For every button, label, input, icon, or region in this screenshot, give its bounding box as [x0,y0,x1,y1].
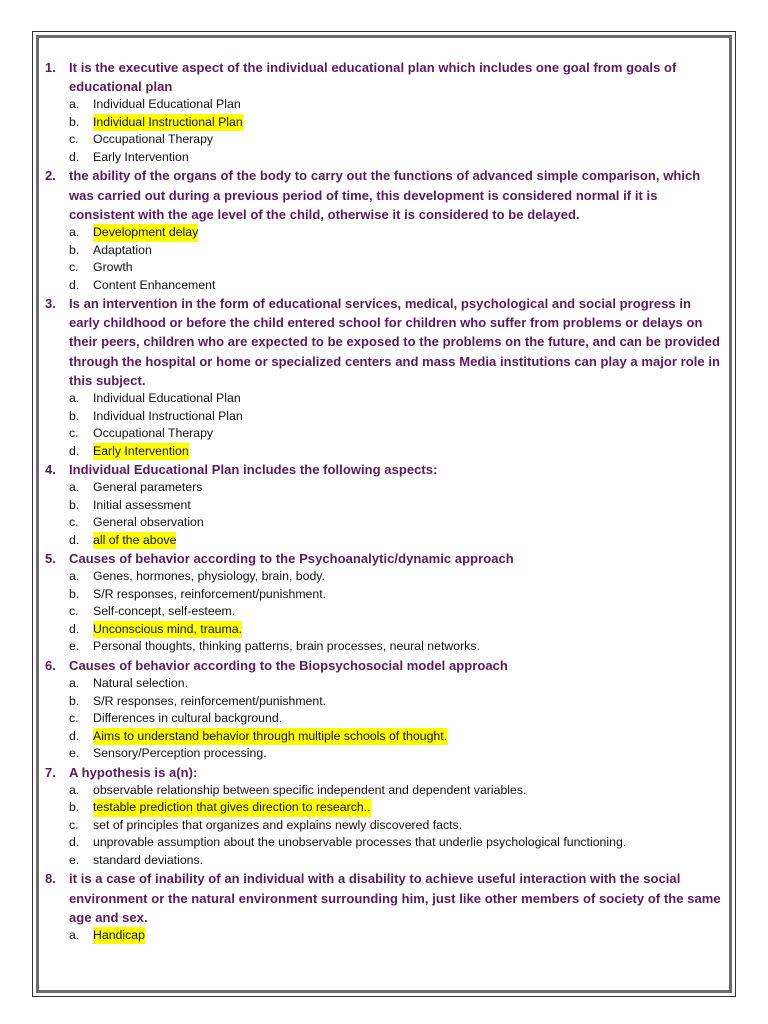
option-letter: d. [69,621,80,636]
option-letter: b. [69,114,80,129]
option-item [69,728,725,746]
option-letter: d. [69,149,80,164]
option-letter: e. [69,852,80,867]
option-item [69,675,725,693]
option-item [69,586,725,604]
question-number: 4. [45,462,56,478]
option-item [69,408,725,426]
option-letter: a. [69,391,80,406]
option-text: observable relationship between specific independent and dependent variables. [93,782,527,797]
option-item [69,114,725,132]
option-text: Self-concept, self-esteem. [93,604,236,619]
option-text: Individual Educational Plan [93,97,241,112]
option-text: Individual Educational Plan [93,391,241,406]
option-item [69,745,725,763]
option-text: General observation [93,515,204,530]
question-7 [45,763,725,870]
highlighted-answer: Early Intervention [93,443,189,461]
option-letter: b. [69,497,80,512]
option-item [69,621,725,639]
option-item [69,817,725,835]
option-text: Genes, hormones, physiology, brain, body. [93,569,325,584]
option-letter: c. [69,604,79,619]
option-text: Content Enhancement [93,277,216,292]
question-1 [45,58,725,166]
question-8 [45,869,725,944]
option-item [69,693,725,711]
highlighted-answer: Handicap [93,927,145,945]
question-number: 7. [45,764,56,780]
option-item [69,497,725,515]
question-header [45,763,725,782]
option-item [69,479,725,497]
question-header [45,460,725,479]
option-letter: a. [69,480,80,495]
option-letter: b. [69,242,80,257]
option-letter: c. [69,711,79,726]
question-4 [45,460,725,549]
option-list [45,96,725,166]
option-list [45,927,725,945]
option-list [45,675,725,763]
option-letter: d. [69,728,80,743]
option-text: Personal thoughts, thinking patterns, brain processes, neural networks. [93,639,480,654]
option-letter: e. [69,746,80,761]
option-item [69,638,725,656]
option-item [69,568,725,586]
question-text: It is the executive aspect of the individual educational plan which includes one goal from goals of educational plan [69,60,677,95]
option-text: Individual Instructional Plan [93,408,243,423]
highlighted-answer: testable prediction that gives direction to research.. [93,799,371,817]
question-text: the ability of the organs of the body to carry out the functions of advanced simple comparison, which was carried out during a previous period of time, this development is considered normal if it is consistent with the age level of the child, otherwise it is considered to be delayed. [69,168,701,222]
question-number: 8. [45,871,56,887]
highlighted-answer: Unconscious mind, trauma. [93,621,242,639]
option-text: Initial assessment [93,497,191,512]
option-letter: a. [69,97,80,112]
option-text: set of principles that organizes and explains newly discovered facts. [93,817,463,832]
option-text: standard deviations. [93,852,204,867]
option-letter: d. [69,443,80,458]
question-list [45,58,725,944]
question-header [45,549,725,568]
question-header [45,166,725,224]
option-text: S/R responses, reinforcement/punishment. [93,693,327,708]
question-header [45,294,725,390]
option-letter: a. [69,676,80,691]
option-text: Differences in cultural background. [93,711,283,726]
option-item [69,96,725,114]
option-text: Sensory/Perception processing. [93,746,267,761]
question-text: A hypothesis is a(n): [69,764,198,780]
question-2 [45,166,725,294]
option-item [69,149,725,167]
option-item [69,852,725,870]
option-letter: d. [69,277,80,292]
question-number: 2. [45,168,56,184]
question-3 [45,294,725,460]
option-letter: a. [69,569,80,584]
option-item [69,277,725,295]
option-letter: d. [69,835,80,850]
question-header [45,58,725,96]
option-item [69,834,725,852]
option-text: S/R responses, reinforcement/punishment. [93,586,327,601]
question-header [45,656,725,675]
option-text: Occupational Therapy [93,426,214,441]
option-item [69,390,725,408]
option-item [69,532,725,550]
option-letter: a. [69,927,80,942]
option-item [69,131,725,149]
option-item [69,603,725,621]
option-text: General parameters [93,480,203,495]
option-letter: b. [69,586,80,601]
question-text: Is an intervention in the form of educational services, medical, psychological and social progress in early childhood or before the child entered school for children who suffer from problems or delays on their peers, children who are expected to be exposed to the problems on the future, and can be provided through the hospital or home or specialized centers and mass Media institutions can play a major role in this subject. [69,296,721,388]
question-header [45,869,725,927]
option-letter: c. [69,817,79,832]
option-letter: e. [69,639,80,654]
option-text: unprovable assumption about the unobservable processes that underlie psychological functioning. [93,835,627,850]
option-text: Growth [93,260,133,275]
option-text: Early Intervention [93,149,189,164]
option-letter: a. [69,225,80,240]
question-6 [45,656,725,763]
option-item [69,224,725,242]
option-item [69,927,725,945]
option-item [69,443,725,461]
option-item [69,514,725,532]
option-letter: c. [69,515,79,530]
option-item [69,425,725,443]
option-list [45,782,725,870]
option-letter: c. [69,260,79,275]
question-number: 6. [45,657,56,673]
option-letter: c. [69,132,79,147]
highlighted-answer: Development delay [93,224,198,242]
option-list [45,390,725,460]
option-letter: b. [69,693,80,708]
option-item [69,782,725,800]
option-item [69,710,725,728]
question-number: 1. [45,60,56,75]
highlighted-answer: all of the above [93,532,176,550]
option-text: Adaptation [93,242,152,257]
option-text: Natural selection. [93,676,189,691]
highlighted-answer: Individual Instructional Plan [93,114,243,132]
question-number: 5. [45,551,56,567]
option-letter: d. [69,532,80,547]
option-list [45,568,725,656]
question-text: Individual Educational Plan includes the following aspects: [69,462,438,478]
option-letter: b. [69,408,80,423]
option-letter: b. [69,800,80,815]
option-item [69,259,725,277]
option-item [69,799,725,817]
option-list [45,224,725,294]
option-list [45,479,725,549]
question-text: Causes of behavior according to the Biopsychosocial model approach [69,657,508,673]
question-5 [45,549,725,656]
option-letter: c. [69,426,79,441]
option-letter: a. [69,782,80,797]
question-number: 3. [45,296,56,312]
question-text: Causes of behavior according to the Psychoanalytic/dynamic approach [69,551,514,567]
highlighted-answer: Aims to understand behavior through multiple schools of thought. [93,728,447,746]
question-text: it is a case of inability of an individual with a disability to achieve useful interaction with the social environment or the natural environment surrounding him, just like other members of society of the same age and sex. [69,871,721,925]
option-text: Occupational Therapy [93,132,214,147]
option-item [69,242,725,260]
